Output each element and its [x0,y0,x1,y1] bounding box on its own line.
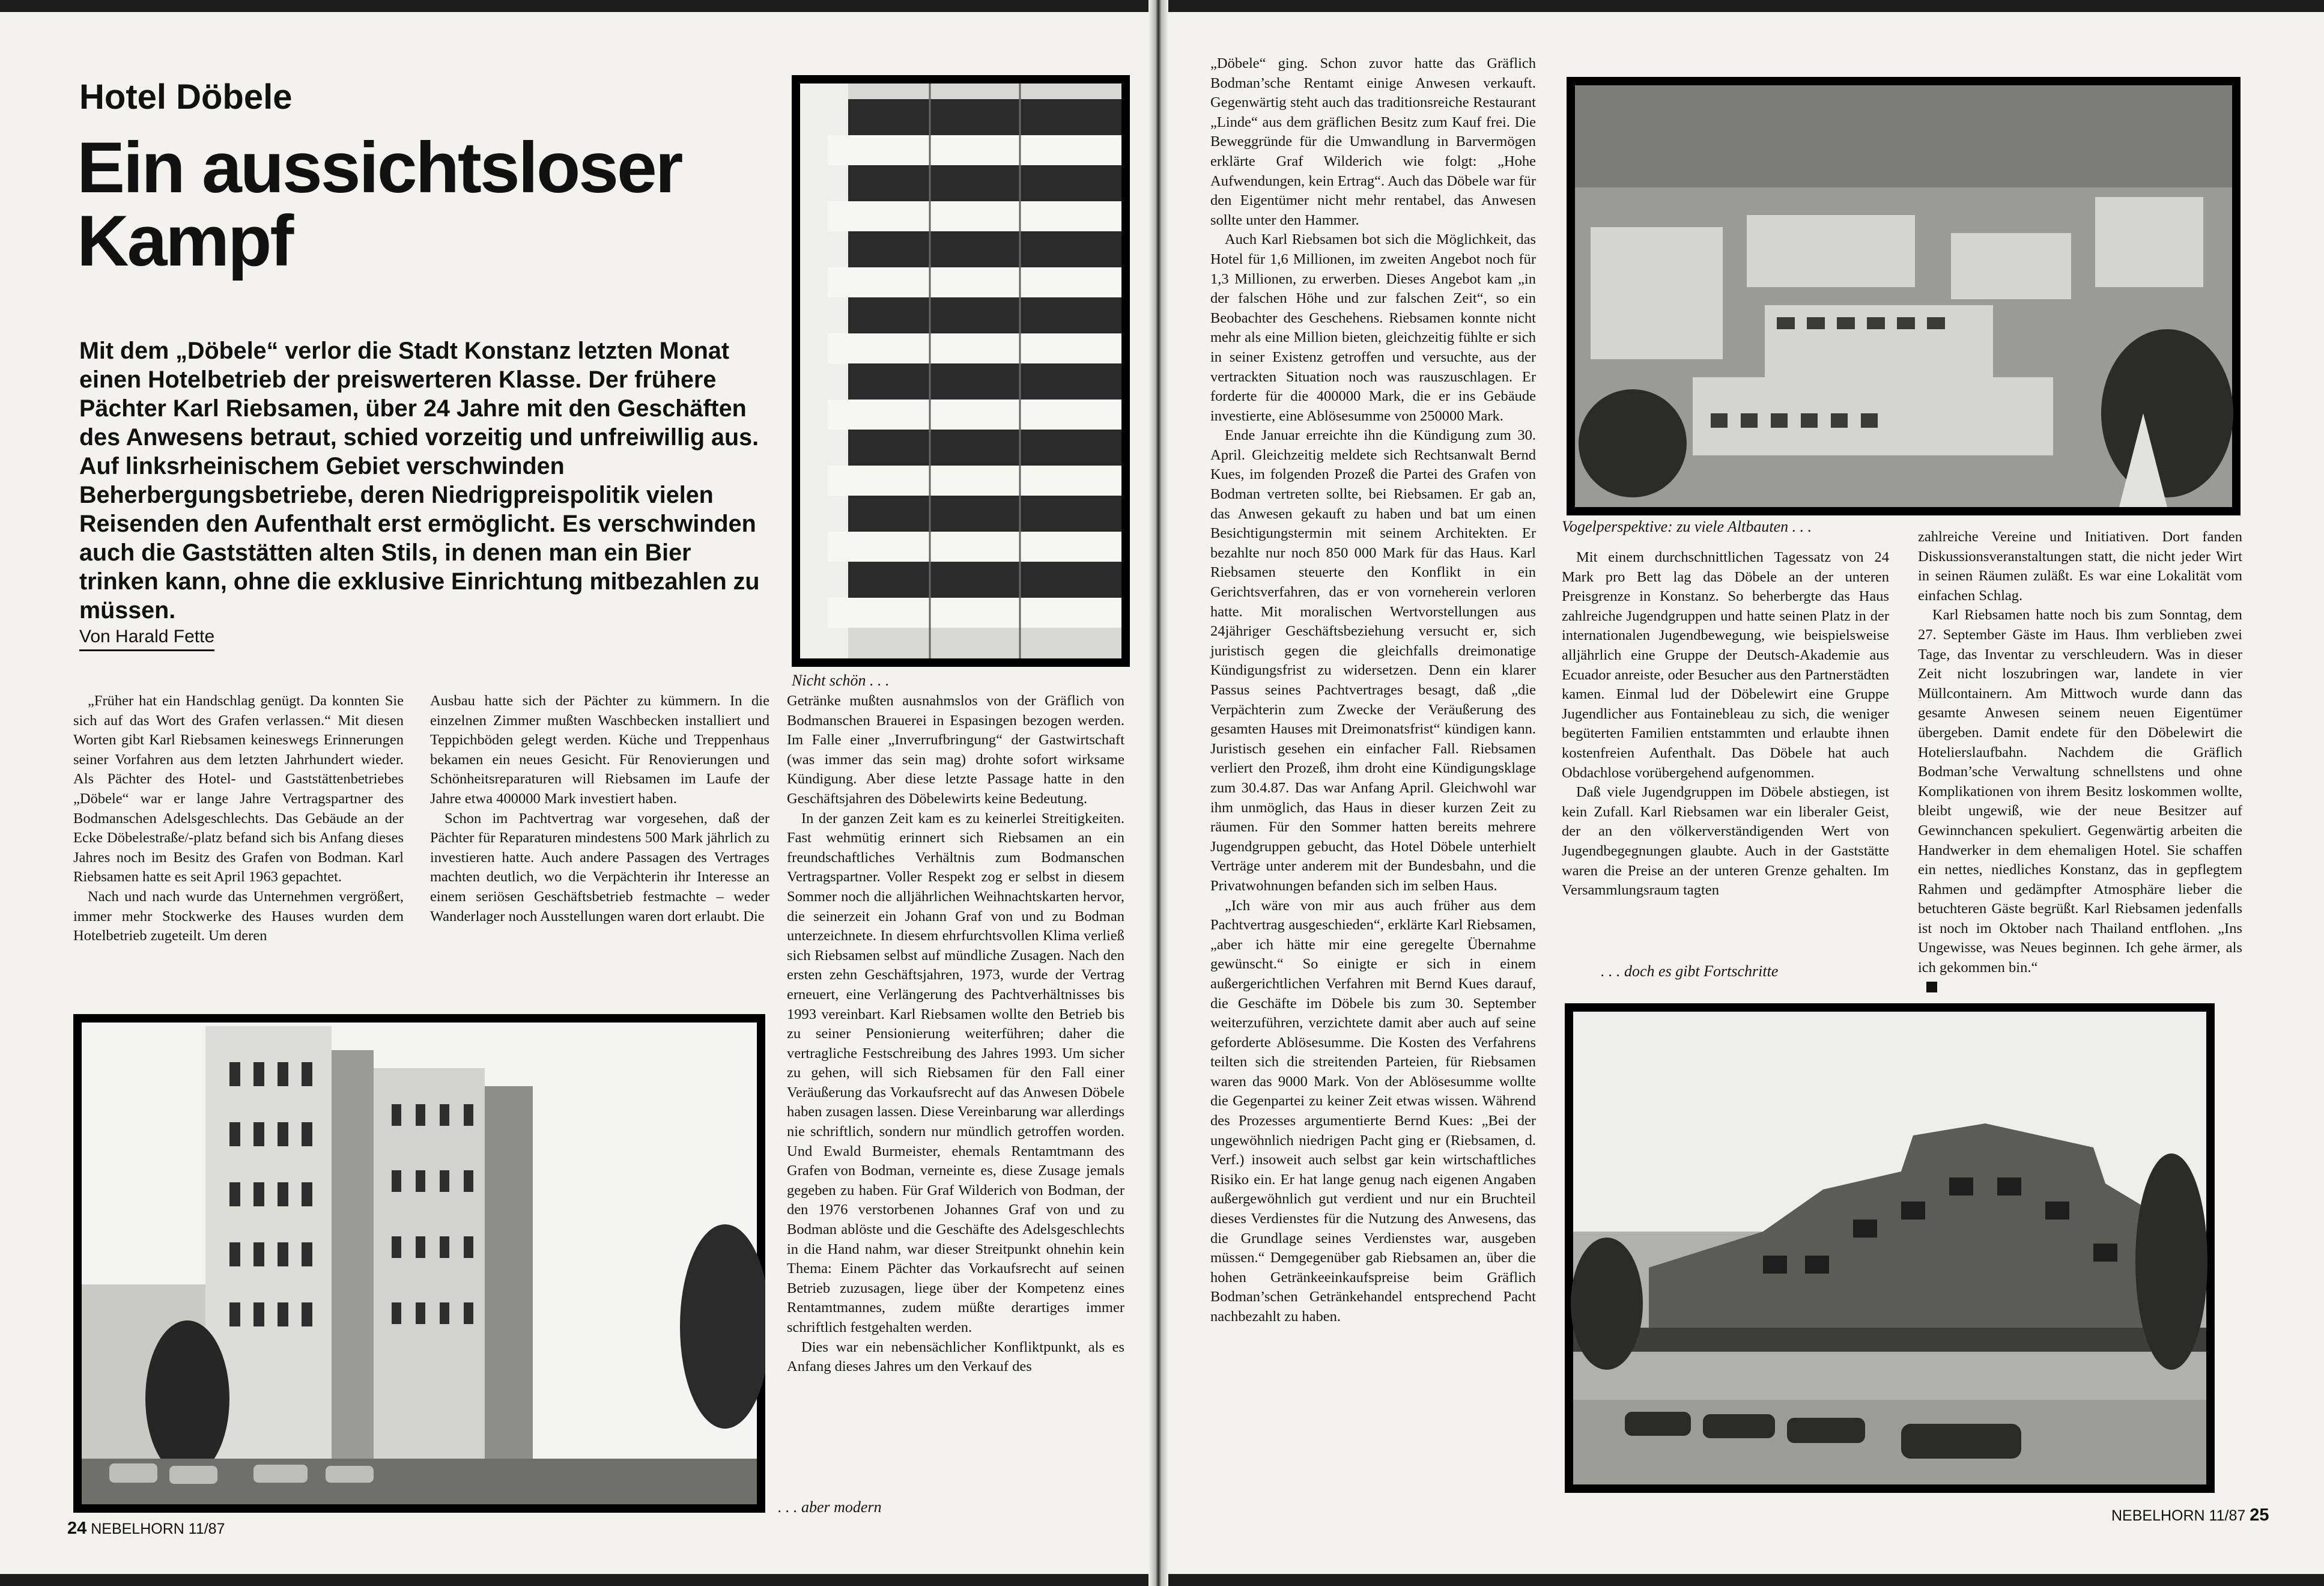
paragraph: „Früher hat ein Handschlag genügt. Da konnten Sie sich auf das Wort des Grafen verlassen.“ Mit diesen Worten gibt Karl Riebsamen keineswegs Erinnerungen seiner Vorfahren aus dem letzten Jahrhundert wieder. Als Pächter des Hotel- und Gaststättenbetriebes „Döbele“ war er lange Jahre Vertragspartner des Bodmanschen Adelsgeschlechts. Das Gebäude an der Ecke Döbelestraße/-platz befand sich bis Anfang dieses Jahres noch im Besitz des Grafen von Bodman. Karl Riebsamen hatte es seit April 1963 gepachtet. [73,693,404,886]
caption-top: Nicht schön . . . [792,672,890,689]
kicker: Hotel Döbele [79,77,293,117]
magazine-name: NEBELHORN [2111,1507,2205,1524]
caption-bottom: . . . aber modern [778,1498,882,1516]
left-col-3 [787,691,1124,1377]
photo-modern-building [1565,1003,2215,1493]
paragraph: Dies war ein nebensächlicher Konfliktpunkt, als es Anfang dieses Jahres um den Verkauf des [787,1338,1124,1375]
photo-modern-building-image [1565,1003,2215,1493]
caption-bottom: . . . doch es gibt Fortschritte [1601,962,1779,980]
end-of-article-mark [1926,982,1937,992]
left-col-1 [73,691,404,946]
paragraph: Karl Riebsamen hatte noch bis zum Sonntag, dem 27. September Gäste im Haus. Ihm verblieben zwei Tage, das Inventar zu verschleudern. Was in dieser Zeit nicht loszubringen war, landete in vier Müllcontainern. Am Mittwoch wurde dann das gesamte Anwesen seinem neuen Eigentümer übergeben. Damit endete für den Döbelewirt die Hotelierslaufbahn. Nachdem die Gräflich Bodman’sche Verwaltung schnellstens und ohne Komplikationen von ihrem Besitz loskommen wollte, bleibt ungewiß, wie der neue Besitzer auf Gewinnchancen spekuliert. Gegenwärtig arbeiten die Handwerker in dem ehemaligen Hotel. Sie schaffen ein nettes, niedliches Konstanz, das in gepflegtem Rahmen und gedämpfter Atmosphäre lieber die betuchteren Gäste begrüßt. Karl Riebsamen jedenfalls ist noch im Oktober nach Thailand entflohen. „Ins Ungewisse, was Neues beginnen. Ich gehe ärmer, als ich gekommen bin.“ [1918,607,2242,976]
left-page [0,12,1148,1574]
lead-paragraph: Mit dem „Döbele“ verlor die Stadt Konstanz letzten Monat einen Hotelbetrieb der preiswerteren Klasse. Der frühere Pächter Karl Riebsamen, über 24 Jahre mit den Geschäften des Anwesens betraut, schied vorzeitig und unfreiwillig aus. Auf linksrheinischem Gebiet verschwinden Beherbergungsbetriebe, deren Niedrigpreispolitik vielen Reisenden den Aufenthalt erst ermöglicht. Es verschwinden auch die Gaststätten alten Stils, in denen man ein Bier trinken kann, ohne die exklusive Einrichtung mitbezahlen zu müssen. [79,338,760,624]
paragraph: „Ich wäre von mir aus auch früher aus dem Pachtvertrag ausgeschieden“, erklärte Karl Riebsamen, „aber ich hätte mir eine geregelte Übernahme gewünscht.“ So einigte er sich in einem außergerichtlichen Verfahren mit Bernd Kues darauf, die Geschäfte im Döbele bis zum 30. September weiterzuführen, verzichtete damit aber auch auf seine geforderte Ablösesumme. Die Kosten des Verfahrens teilten sich die streitenden Parteien, für Riebsamen waren das 9000 Mark. Von der Ablösesumme wollte die Gegenpartei zu keiner Zeit etwas wissen. Während des Prozesses argumentierte Bernd Kues: „Bei der ungewöhnlich niedrigen Pacht ging er (Riebsamen, d. Verf.) insoweit auch selbst gar kein wirtschaftliches Risiko ein. Er hat lange genug nach eigenen Angaben außergewöhnlich gut verdient und nur ein Bruchteil dieses Verdienstes für die Nutzung des Anwesens, das die Grundlage seines Verdienstes war, ausgeben müssen.“ Demgegenüber gab Riebsamen an, über die hohen Getränkeeinkaufspreise beim Gräflich Bodman’schen Getränkehandel entsprechend Pacht nachbezahlt zu haben. [1210,897,1536,1325]
left-col-2 [430,691,769,926]
headline: Ein aussichtsloser Kampf [77,127,682,281]
page-number: 25 [2250,1505,2269,1525]
photo-aerial-view-image [1567,77,2241,515]
right-col-1 [1210,54,1536,1327]
byline: Von Harald Fette [79,627,214,651]
paragraph: „Döbele“ ging. Schon zuvor hatte das Gräflich Bodman’sche Rentamt einige Anwesen verkauft. Gegenwärtig steht auch das traditionsreiche Restaurant „Linde“ aus dem gräflichen Besitz zum Kauf frei. Die Beweggründe für die Umwandlung in Barvermögen erklärte Graf Wilderich wie folgt: „Hohe Aufwendungen, kein Ertrag“. Auch das Döbele war für den Eigentümer nicht mehr rentabel, das Anwesen sollte unter den Hammer. [1210,55,1536,228]
page-footer [2111,1505,2269,1525]
paragraph: Nach und nach wurde das Unternehmen vergrößert, immer mehr Stockwerke des Hauses wurden dem Hotelbetrieb zugeteilt. Um deren [73,888,404,944]
page-number: 24 [67,1519,87,1538]
photo-apartment-blocks [73,1014,765,1513]
issue-number: 11/87 [188,1521,225,1537]
photo-balconies-image [792,75,1130,667]
paragraph: Ende Januar erreichte ihn die Kündigung zum 30. April. Gleichzeitig meldete sich Rechtsanwalt Bernd Kues, im folgenden Prozeß die Partei des Grafen von Bodman vertreten sollte, bei Riebsamen. Er gab an, das Anwesen gekauft zu haben und bat um einen Besichtigungstermin mit seinem Architekten. Er bezahlte nur noch 850 000 Mark für das Haus. Karl Riebsamen steuerte den Konflikt in ein Gerichtsverfahren, das er von vorneherein verloren hatte. Mit moralischen Wertvorstellungen aus 24jähriger Geschäftsbeziehung versucht er, sich juristisch gegen die gleichfalls dreimonatige Kündigungsfrist zu widersetzen. Denn ein klarer Passus seines Pachtvertrages besagt, daß „die Verpächterin zum Zwecke der Veräußerung des gesamten Hauses mit Dreimonatsfrist“ kündigen kann. Juristisch gesehen ein einfacher Fall. Riebsamen verliert den Prozeß, ihm droht eine Kündigungsklage zum 30.4.87. Das war Anfang April. Gleichwohl war ihm unmöglich, das Haus in dieser kurzen Zeit zu räumen. Für den Sommer hatten bereits mehrere Jugendgruppen gebucht, das Hotel Döbele unterhielt Verträge unter anderem mit der Bundesbahn, und die Privatwohnungen befanden sich im selben Haus. [1210,427,1536,894]
photo-balconies [792,75,1130,667]
paragraph: Getränke mußten ausnahmslos von der Gräflich von Bodmanschen Brauerei in Espasingen bezogen werden. Im Falle einer „Inverrufbringung“ der Gastwirtschaft (was immer das sein mag) drohte sofort wirksame Kündigung. Aber diese letzte Passage hatte in den Geschäftsjahren des Döbelewirts keine Bedeutung. [787,693,1124,807]
magazine-name: NEBELHORN [91,1521,184,1537]
caption-top: Vogelperspektive: zu viele Altbauten . . . [1562,518,1812,535]
page-gutter [1148,0,1168,1586]
paragraph: Mit einem durchschnittlichen Tagessatz von 24 Mark pro Bett lag das Döbele an der unteren Preisgrenze in Konstanz. So beherbergte das Haus zahlreiche Jugendgruppen und hatte seinen Platz in der internationalen Jugendbewegung, wie beispielsweise alljährlich eine Gruppe der Deutsch-Akademie aus Ecuador anreiste, oder Besucher aus den Partnerstädten kamen. Einmal lud der Döbelewirt eine Gruppe Jugendlicher aus Fontainebleau zu sich, die weniger begüterten Familien entstammten und erlaubte ihnen kostenfreien Aufenthalt. Das Döbele hat auch Obdachlose vorübergehend aufgenommen. [1562,549,1889,781]
paragraph: Daß viele Jugendgruppen im Döbele abstiegen, ist kein Zufall. Karl Riebsamen war ein liberaler Geist, der an den völkerverständigenden Wert von Jugendbegegnungen glaubte. Auch in der Gaststätte waren die Preise an der unteren Grenze gehalten. Im Versammlungsraum tagten [1562,784,1889,899]
photo-aerial-view [1567,77,2241,515]
right-col-3 [1918,527,2242,997]
paragraph: In der ganzen Zeit kam es zu keinerlei Streitigkeiten. Fast wehmütig erinnert sich Riebsamen an ein freundschaftliches Verhältnis zum Bodmanschen Vertragspartner. Voller Respekt zog er selbst in diesem Sommer noch die alljährlichen Weihnachtskarten hervor, die seinerzeit ein Johann Graf von und zu Bodman unterzeichnete. In diesem ehrfurchtsvollen Klima verließ sich Riebsamen selbst auf mündliche Zusagen. Nach den ersten zehn Geschäftsjahren, 1973, wurde der Vertrag erneuert, eine Verlängerung des Pachtverhältnisses bis 1993 vereinbart. Karl Riebsamen wollte den Betrieb bis zu seiner Pensionierung weiterführen; daher die vertragliche Festschreibung des Jahres 1993. Um sicher zu gehen, will sich Riebsamen für den Fall einer Veräußerung das Vorkaufsrecht auf das Anwesen Döbele haben zusagen lassen. Diese Vereinbarung war allerdings nie schriftlich, sondern nur mündlich getroffen worden. Und Ewald Burmeister, ehemals Rentamtmann des Grafen von Bodman, verneinte es, diese Zusage jemals gegeben zu haben. Für Graf Wilderich von Bodman, der den 1976 verstorbenen Johannes Graf von und zu Bodman ablöste und die Geschäfte des Adelsgeschlechts in die Hand nahm, war dieser Streitpunkt ohnehin kein Thema: Einem Pächter das Vorkaufsrecht auf seinen Betrieb zuzusagen, liege über der Kompetenz eines Rentamtmannes, zudem müßte derartiges immer schriftlich festgehalten werden. [787,810,1124,1335]
paragraph: Auch Karl Riebsamen bot sich die Möglichkeit, das Hotel für 1,6 Millionen, im zweiten Angebot noch für 1,3 Millionen, zu erwerben. Dieses Angebot kam „in der falschen Höhe und zur falschen Zeit“, so ein Beobachter des Geschehens. Riebsamen konnte nicht mehr als eine Million bieten, gleichzeitig fühlte er sich in seiner Existenz getroffen und versuchte, aus der vertrackten Situation noch was rauszuschlagen. Er forderte für die 400000 Mark, die er ins Gebäude investierte, eine Ablösesumme von 250000 Mark. [1210,231,1536,424]
paragraph: Ausbau hatte sich der Pächter zu kümmern. In die einzelnen Zimmer mußten Waschbecken installiert und Teppichböden gelegt werden. Küche und Treppenhaus bekamen ein neues Gesicht. Für Renovierungen und Schönheitsreparaturen will Riebsamen im Laufe der Jahre etwa 400000 Mark investiert haben. [430,693,769,807]
right-page [1168,12,2324,1574]
page-footer [67,1519,225,1539]
photo-apartment-blocks-image [73,1014,765,1513]
issue-number: 11/87 [2209,1507,2246,1524]
right-col-2 [1562,548,1889,901]
paragraph: Schon im Pachtvertrag war vorgesehen, daß der Pächter für Reparaturen mindestens 500 Mark jährlich zu investieren hatte. Auch andere Passagen des Vertrages machten deutlich, wo die Verpächterin ihr Interesse an einem seriösen Geschäftsbetrieb festmachte – weder Wanderlager noch Ausstellungen waren dort erlaubt. Die [430,810,769,925]
paragraph: zahlreiche Vereine und Initiativen. Dort fanden Diskussionsveranstaltungen statt, die nicht jeder Wirt in seinen Räumen zuläßt. Es war eine Lokalität vom einfachen Schlag. [1918,529,2242,604]
